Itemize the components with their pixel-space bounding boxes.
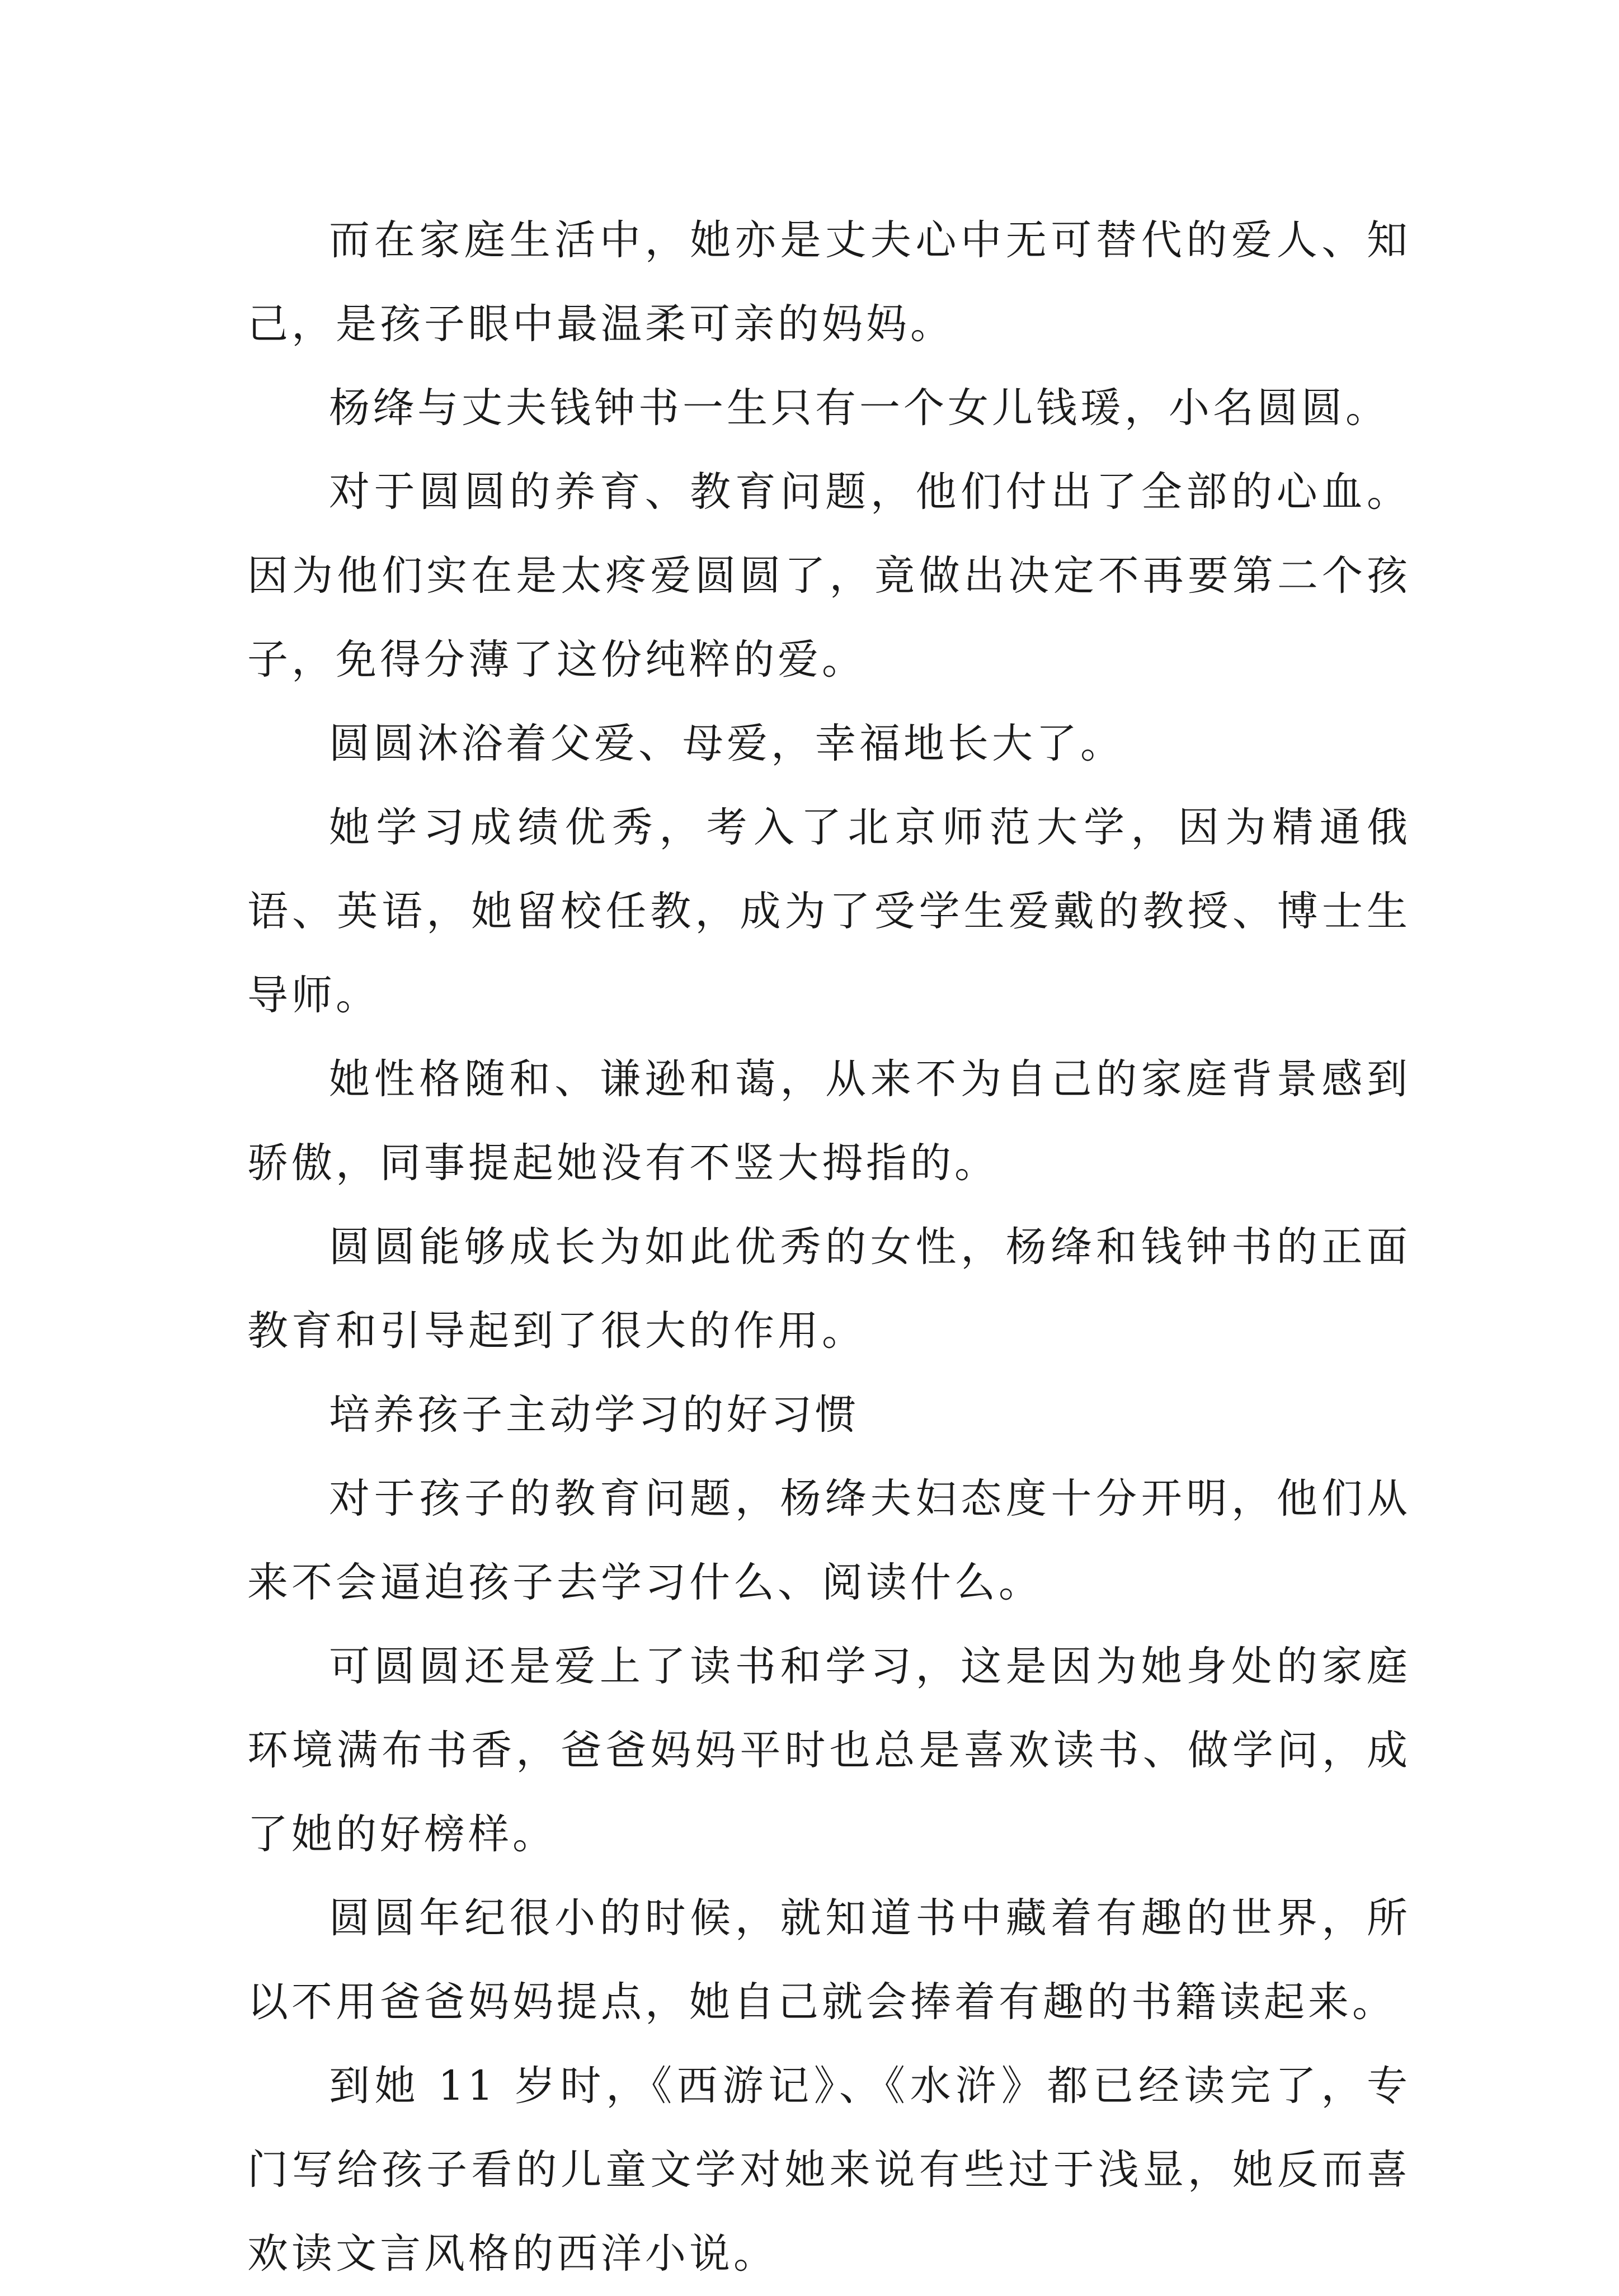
paragraph-3: 对于圆圆的养育、教育问题，他们付出了全部的心血。因为他们实在是太疼爱圆圆了，竟做出决定不再要第二个孩子，免得分薄了这份纯粹的爱。 bbox=[247, 468, 1411, 683]
paragraph-10: 可圆圆还是爱上了读书和学习，这是因为她身处的家庭环境满布书香，爸爸妈妈平时也总是喜欢读书、做学问，成了她的好榜样。 bbox=[247, 1643, 1411, 1858]
paragraph-7: 圆圆能够成长为如此优秀的女性，杨绛和钱钟书的正面教育和引导起到了很大的作用。 bbox=[247, 1223, 1411, 1355]
paragraph-11: 圆圆年纪很小的时候，就知道书中藏着有趣的世界，所以不用爸爸妈妈提点，她自己就会捧着有趣的书籍读起来。 bbox=[247, 1894, 1411, 2026]
paragraph-1: 而在家庭生活中，她亦是丈夫心中无可替代的爱人、知己，是孩子眼中最温柔可亲的妈妈。 bbox=[247, 216, 1411, 348]
paragraph-6: 她性格随和、谦逊和蔼，从来不为自己的家庭背景感到骄傲，同事提起她没有不竖大拇指的。 bbox=[247, 1055, 1411, 1187]
paragraph-2: 杨绛与丈夫钱钟书一生只有一个女儿钱瑗，小名圆圆。 bbox=[329, 384, 1390, 432]
paragraph-12: 到她 11 岁时，《西游记》、《水浒》都已经读完了，专门写给孩子看的儿童文学对她来说有些过于浅显，她反而喜欢读文言风格的西洋小说。 bbox=[247, 2062, 1411, 2278]
paragraph-5: 她学习成绩优秀，考入了北京师范大学，因为精通俄语、英语，她留校任教，成为了受学生爱戴的教授、博士生导师。 bbox=[247, 804, 1411, 1019]
document-body bbox=[247, 199, 1411, 2296]
paragraph-4: 圆圆沐浴着父爱、母爱，幸福地长大了。 bbox=[329, 720, 1124, 767]
paragraph-9: 对于孩子的教育问题，杨绛夫妇态度十分开明，他们从来不会逼迫孩子去学习什么、阅读什么。 bbox=[247, 1475, 1411, 1606]
section-heading: 培养孩子主动学习的好习惯 bbox=[329, 1391, 859, 1439]
